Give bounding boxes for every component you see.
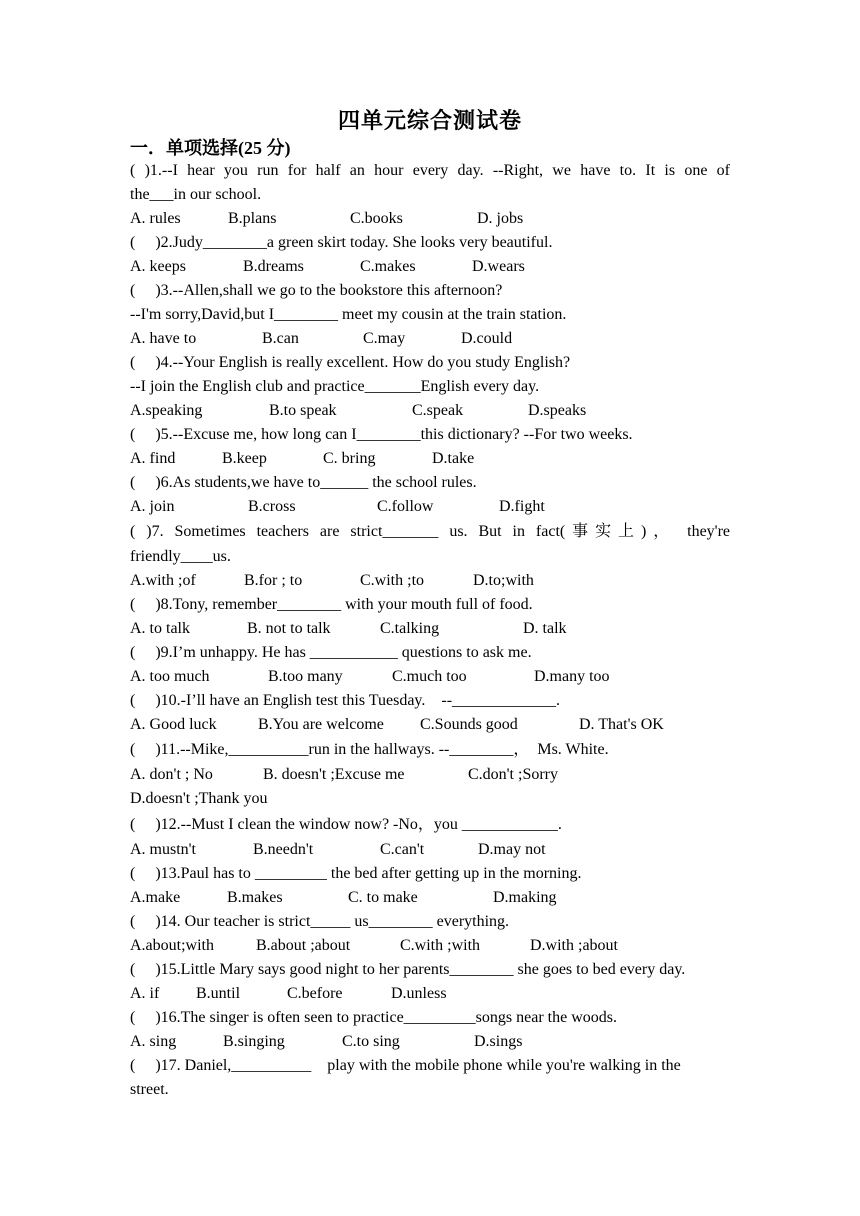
option-b: B. doesn't ;Excuse me: [263, 766, 405, 783]
question-10-options: [130, 713, 730, 737]
option-d: D.fight: [499, 498, 545, 515]
option-b: B. not to talk: [247, 620, 331, 637]
option-a: A.speaking: [130, 402, 203, 419]
question-4-line-2: --I join the English club and practice_______English every day.: [130, 378, 540, 395]
option-d: D.unless: [391, 985, 447, 1002]
option-a: A.about;with: [130, 937, 214, 954]
option-d: D.speaks: [528, 402, 587, 419]
option-d: D.sings: [474, 1033, 523, 1050]
option-b: B.makes: [227, 889, 283, 906]
option-a: A. rules: [130, 210, 181, 227]
option-c: C.books: [350, 210, 403, 227]
question-16-options: [130, 1030, 730, 1054]
question-16-line-1: ( )16.The singer is often seen to practice_________songs near the woods.: [130, 1009, 617, 1026]
question-4-options: [130, 399, 730, 423]
question-12-line-1: ( )12.--Must I clean the window now? -No，you ____________.: [130, 816, 562, 833]
option-a: A. don't ; No: [130, 766, 213, 783]
option-b: B.can: [262, 330, 299, 347]
question-7-line-2: friendly____us.: [130, 548, 231, 565]
option-a: A.make: [130, 889, 181, 906]
option-a: A. to talk: [130, 620, 190, 637]
option-c: C. to make: [348, 889, 418, 906]
section-heading: 一．单项选择(25 分): [130, 138, 291, 158]
question-6-line-1: ( )6.As students,we have to______ the school rules.: [130, 474, 477, 491]
question-3-line-1: ( )3.--Allen,shall we go to the bookstore this afternoon?: [130, 282, 503, 299]
question-3-line-2: --I'm sorry,David,but I________ meet my cousin at the train station.: [130, 306, 567, 323]
option-b: B.You are welcome: [258, 716, 384, 733]
option-c: C.to sing: [342, 1033, 400, 1050]
question-17-line-2: street.: [130, 1081, 169, 1098]
option-c: C.with ;with: [400, 937, 481, 954]
option-c: C.follow: [377, 498, 434, 515]
question-11-options: [130, 763, 730, 787]
option-c: C. bring: [323, 450, 376, 467]
option-a: A. if: [130, 985, 160, 1002]
option-c: C.much too: [392, 668, 467, 685]
option-c: C.Sounds good: [420, 716, 518, 733]
question-12-options: [130, 838, 730, 862]
question-2-line-1: ( )2.Judy________a green skirt today. She looks very beautiful.: [130, 234, 553, 251]
option-d: D.take: [432, 450, 475, 467]
question-4-line-1: ( )4.--Your English is really excellent. How do you study English?: [130, 354, 571, 371]
option-d: D. jobs: [477, 210, 524, 227]
question-2-options: [130, 255, 730, 279]
question-3-options: [130, 327, 730, 351]
question-14-options: [130, 934, 730, 958]
option-a: A. find: [130, 450, 176, 467]
question-10-line-1: ( )10.-I’ll have an English test this Tuesday. --_____________.: [130, 692, 561, 709]
option-d: D.wears: [472, 258, 525, 275]
question-5-line-1: ( )5.--Excuse me, how long can I________this dictionary? --For two weeks.: [130, 426, 633, 443]
question-1-line-2: the___in our school.: [130, 186, 262, 203]
option-c: C.with ;to: [360, 572, 425, 589]
option-c: C.may: [363, 330, 406, 347]
option-b: B.dreams: [243, 258, 304, 275]
page-title: 四单元综合测试卷: [337, 108, 522, 133]
option-a: A. have to: [130, 330, 197, 347]
option-d: D.could: [461, 330, 513, 347]
question-13-line-1: ( )13.Paul has to _________ the bed after getting up in the morning.: [130, 865, 582, 882]
option-b: B.cross: [248, 498, 296, 515]
option-d: D.to;with: [473, 572, 534, 589]
question-15-line-1: ( )15.Little Mary says good night to her parents________ she goes to bed every day.: [130, 961, 686, 978]
question-8-line-1: ( )8.Tony, remember________ with your mouth full of food.: [130, 596, 533, 613]
option-c: C.makes: [360, 258, 416, 275]
option-d: D.many too: [534, 668, 610, 685]
option-d: D. talk: [523, 620, 567, 637]
question-6-options: [130, 495, 730, 519]
option-c: C.speak: [412, 402, 464, 419]
option-c: C.talking: [380, 620, 440, 637]
option-c: C.before: [287, 985, 343, 1002]
option-a: A. keeps: [130, 258, 186, 275]
question-8-options: [130, 617, 730, 641]
option-b: B.for ; to: [244, 572, 303, 589]
option-d: D.with ;about: [530, 937, 618, 954]
question-7-options: [130, 569, 730, 593]
option-c: C.can't: [380, 841, 425, 858]
option-b: B.plans: [228, 210, 277, 227]
question-17-line-1: ( )17. Daniel,__________ play with the mobile phone while you're walking in the: [130, 1057, 681, 1074]
option-b: B.too many: [268, 668, 343, 685]
option-b: B.singing: [223, 1033, 285, 1050]
question-9-options: [130, 665, 730, 689]
option-d: D.may not: [478, 841, 546, 858]
option-b: B.to speak: [269, 402, 337, 419]
option-a: A. too much: [130, 668, 210, 685]
question-11-option-d: D.doesn't ;Thank you: [130, 790, 268, 807]
question-11-line-1: ( )11.--Mike,__________run in the hallways. --________， Ms. White.: [130, 741, 609, 758]
question-14-line-1: ( )14. Our teacher is strict_____ us________ everything.: [130, 913, 510, 930]
option-a: A. join: [130, 498, 175, 515]
question-15-options: [130, 982, 730, 1006]
option-c: C.don't ;Sorry: [468, 766, 558, 783]
option-b: B.until: [196, 985, 241, 1002]
option-a: A. sing: [130, 1033, 177, 1050]
option-a: A.with ;of: [130, 572, 196, 589]
question-9-line-1: ( )9.I’m unhappy. He has ___________ questions to ask me.: [130, 644, 532, 661]
question-5-options: [130, 447, 730, 471]
option-a: A. mustn't: [130, 841, 196, 858]
option-d: D. That's OK: [579, 716, 664, 733]
question-7-line-1: ( )7. Sometimes teachers are strict_______ us. But in fact(事实上)， they're: [130, 523, 730, 540]
option-b: B.about ;about: [256, 937, 351, 954]
option-b: B.needn't: [253, 841, 314, 858]
option-d: D.making: [493, 889, 557, 906]
question-13-options: [130, 886, 730, 910]
question-1-line-1: ( )1.--I hear you run for half an hour every day. --Right, we have to. It is one of: [130, 162, 730, 179]
question-1-options: [130, 207, 730, 231]
option-b: B.keep: [222, 450, 267, 467]
option-a: A. Good luck: [130, 716, 217, 733]
